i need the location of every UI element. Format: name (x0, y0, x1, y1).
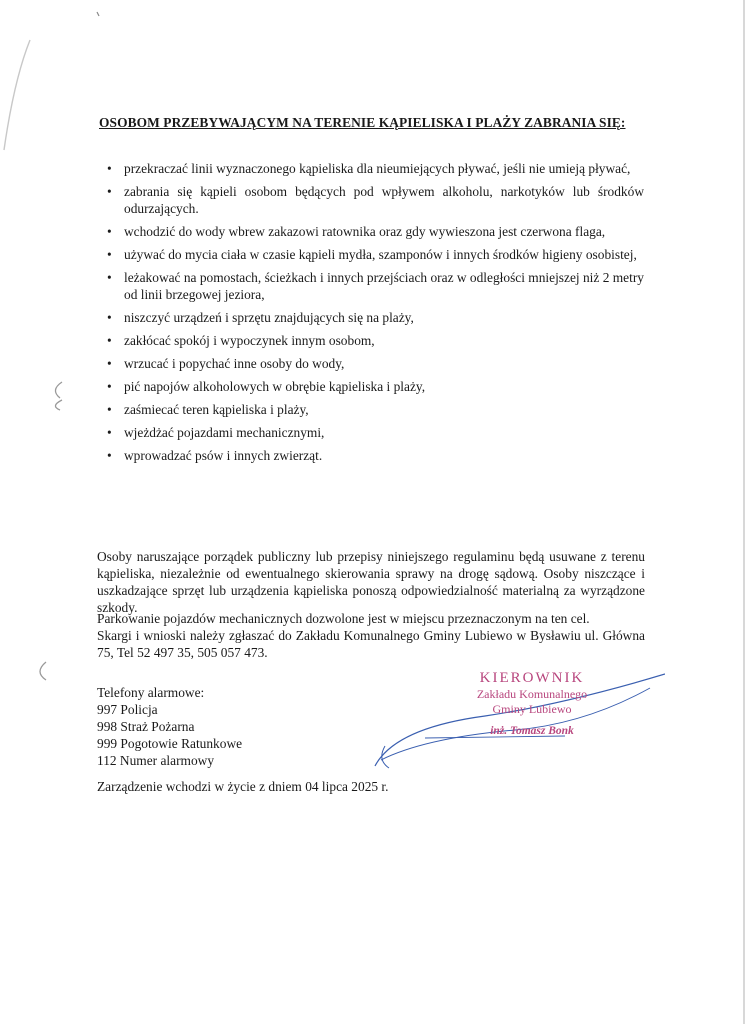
list-item: • wchodzić do wody wbrew zakazowi ratownika oraz gdy wywieszona jest czerwona flaga, (99, 223, 644, 240)
emergency-phones (97, 684, 242, 769)
complaints-paragraph: Skargi i wnioski należy zgłaszać do Zakładu Komunalnego Gminy Lubiewo w Bysławiu ul. Główna 75, Tel 52 497 35, 505 057 473. (97, 628, 645, 660)
effective-date: Zarządzenie wchodzi w życie z dniem 04 lipca 2025 r. (97, 779, 389, 794)
parking-paragraph: Parkowanie pojazdów mechanicznych dozwolone jest w miejscu przeznaczonym na ten cel. (97, 611, 590, 626)
list-item: • niszczyć urządzeń i sprzętu znajdujących się na plaży, (99, 309, 644, 326)
stamp-title: KIEROWNIK (479, 670, 585, 686)
list-item: • zabrania się kąpieli osobom będących pod wpływem alkoholu, narkotyków lub środków odurzających. (99, 183, 644, 217)
stamp-line: Gminy Lubiewo (492, 702, 572, 716)
list-item: • pić napojów alkoholowych w obrębie kąpieliska i plaży, (99, 378, 644, 395)
list-item: • używać do mycia ciała w czasie kąpieli mydła, szamponów i innych środków higieny osobistej, (99, 246, 644, 263)
list-item: • wrzucać i popychać inne osoby do wody, (99, 355, 644, 372)
violations-paragraph: Osoby naruszające porządek publiczny lub przepisy niniejszego regulaminu będą usuwane z terenu kąpieliska, niezależnie od ewentualnego skierowania sprawy na drogę sądową. Osoby niszczące i uszkadzające sprzęt lub urządzenia kąpieliska ponoszą odpowiedzialność materialną za wyrządzone szkody. (97, 549, 645, 615)
official-stamp (452, 670, 612, 737)
phones-title: Telefony alarmowe: (97, 685, 205, 700)
punch-hole-mark (55, 400, 62, 410)
phone-item: 998 Straż Pożarna (97, 719, 195, 734)
phone-item: 112 Numer alarmowy (97, 753, 215, 768)
punch-hole-mark (55, 382, 62, 398)
phone-item: 999 Pogotowie Ratunkowe (97, 736, 243, 751)
phone-item: 997 Policja (97, 702, 158, 717)
list-item: • wprowadzać psów i innych zwierząt. (99, 447, 644, 464)
scan-speck (97, 12, 99, 16)
list-item: • zaśmiecać teren kąpieliska i plaży, (99, 401, 644, 418)
scan-line-mark (4, 40, 30, 150)
prohibitions-list (99, 160, 644, 470)
list-item: • leżakować na pomostach, ścieżkach i innych przejściach oraz w odległości mniejszej niż 2 metry od linii brzegowej jeziora, (99, 269, 644, 303)
punch-hole-mark (40, 662, 46, 680)
page-heading: OSOBOM PRZEBYWAJĄCYM NA TERENIE KĄPIELISKA I PLAŻY ZABRANIA SIĘ: (99, 115, 626, 130)
list-item: • wjeżdżać pojazdami mechanicznymi, (99, 424, 644, 441)
list-item: • zakłócać spokój i wypoczynek innym osobom, (99, 332, 644, 349)
list-item: • przekraczać linii wyznaczonego kąpieliska dla nieumiejących pływać, jeśli nie umieją pływać, (99, 160, 644, 177)
stamp-name: inż. Tomasz Bonk (490, 725, 574, 737)
stamp-line: Zakładu Komunalnego (476, 687, 588, 701)
